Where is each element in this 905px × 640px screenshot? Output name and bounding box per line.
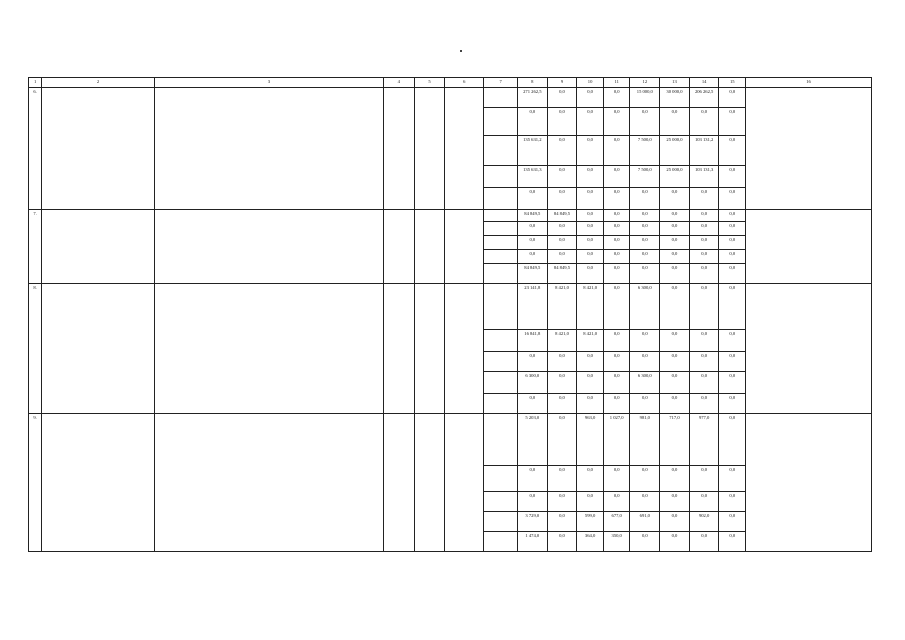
budget-value: 0,0	[630, 352, 660, 372]
budget-value: 963,0	[577, 414, 604, 466]
column-number: 9	[547, 78, 577, 88]
budget-value: 977,0	[689, 414, 719, 466]
budget-value: 23 141,8	[517, 284, 547, 330]
budget-value: 0,0	[719, 492, 746, 512]
budget-value: 0,0	[689, 352, 719, 372]
budget-value: 364,0	[577, 532, 604, 552]
column-number: 7	[484, 78, 518, 88]
co-executor	[414, 284, 445, 414]
budget-value: 0,0	[577, 352, 604, 372]
budget-value: 691,0	[630, 512, 660, 532]
budget-value: 0,0	[660, 492, 690, 512]
budget-source-label	[484, 284, 518, 330]
budget-value: 0,0	[577, 88, 604, 108]
budget-value: 0,0	[719, 466, 746, 492]
budget-value: 0,0	[603, 492, 630, 512]
budget-value: 84 849,5	[547, 264, 577, 284]
budget-value: 0,0	[577, 188, 604, 210]
budget-value: 0,0	[689, 284, 719, 330]
column-number: 14	[689, 78, 719, 88]
budget-value: 0,0	[719, 264, 746, 284]
budget-value: 0,0	[689, 188, 719, 210]
column-number: 13	[660, 78, 690, 88]
budget-value: 0,0	[547, 532, 577, 552]
budget-value: 0,0	[547, 352, 577, 372]
budget-value: 84 849,5	[517, 210, 547, 222]
budget-value: 0,0	[630, 108, 660, 136]
budget-value: 0,0	[517, 394, 547, 414]
budget-value: 8 421,0	[547, 330, 577, 352]
budget-source-label	[484, 394, 518, 414]
budget-value: 0,0	[517, 222, 547, 236]
budget-value: 0,0	[547, 136, 577, 166]
budget-value: 0,0	[630, 236, 660, 250]
activity-name	[42, 284, 155, 414]
budget-value: 0,0	[719, 352, 746, 372]
budget-value: 0,0	[719, 330, 746, 352]
budget-value: 0,0	[660, 236, 690, 250]
budget-value: 0,0	[660, 108, 690, 136]
budget-source-label	[484, 222, 518, 236]
budget-value: 15 000,0	[630, 88, 660, 108]
budget-value: 0,0	[719, 210, 746, 222]
row-number: 9.	[29, 414, 42, 552]
budget-value: 0,0	[577, 466, 604, 492]
budget-source-label	[484, 136, 518, 166]
budget-value: 25 000,0	[660, 166, 690, 188]
budget-source-label	[484, 188, 518, 210]
budget-value: 84 849,5	[517, 264, 547, 284]
budget-value: 717,0	[660, 414, 690, 466]
budget-value: 0,0	[689, 532, 719, 552]
program-row	[29, 210, 872, 222]
budget-source-label	[484, 236, 518, 250]
budget-source-label	[484, 250, 518, 264]
budget-value: 0,0	[577, 492, 604, 512]
column-number: 5	[414, 78, 445, 88]
executor	[383, 210, 414, 284]
budget-value: 0,0	[719, 512, 746, 532]
budget-value: 30 000,0	[660, 88, 690, 108]
budget-value: 0,0	[719, 88, 746, 108]
budget-value: 8 421,0	[547, 284, 577, 330]
budget-value: 0,0	[547, 414, 577, 466]
budget-value: 7 500,0	[630, 166, 660, 188]
budget-value: 0,0	[689, 330, 719, 352]
budget-value: 0,0	[630, 492, 660, 512]
budget-value: 6 300,0	[517, 372, 547, 394]
activity-goal	[154, 210, 383, 284]
budget-value: 0,0	[603, 250, 630, 264]
budget-source-label	[484, 512, 518, 532]
row-number: 8.	[29, 284, 42, 414]
table-body	[29, 78, 872, 552]
column-number-row	[29, 78, 872, 88]
budget-value: 0,0	[630, 222, 660, 236]
activity-name	[42, 414, 155, 552]
budget-value: 0,0	[547, 372, 577, 394]
budget-value: 0,0	[719, 222, 746, 236]
budget-value: 0,0	[660, 352, 690, 372]
funding-program	[445, 414, 484, 552]
budget-value: 25 000,0	[660, 136, 690, 166]
budget-value: 0,0	[719, 236, 746, 250]
budget-value: 0,0	[689, 108, 719, 136]
budget-value: 0,0	[719, 166, 746, 188]
budget-source-label	[484, 166, 518, 188]
budget-value: 0,0	[630, 210, 660, 222]
column-number: 8	[517, 78, 547, 88]
budget-value: 0,0	[577, 166, 604, 188]
column-number: 12	[630, 78, 660, 88]
executor	[383, 414, 414, 552]
budget-source-label	[484, 264, 518, 284]
budget-value: 0,0	[689, 236, 719, 250]
budget-value: 7 500,0	[630, 136, 660, 166]
budget-value: 0,0	[603, 210, 630, 222]
budget-value: 0,0	[660, 188, 690, 210]
budget-value: 0,0	[660, 284, 690, 330]
budget-source-label	[484, 532, 518, 552]
program-table	[28, 77, 872, 552]
budget-value: 0,0	[603, 394, 630, 414]
co-executor	[414, 88, 445, 210]
budget-value: 0,0	[660, 394, 690, 414]
co-executor	[414, 210, 445, 284]
column-number: 11	[603, 78, 630, 88]
budget-value: 981,0	[630, 414, 660, 466]
budget-value: 103 131,3	[689, 166, 719, 188]
budget-value: 0,0	[577, 136, 604, 166]
column-number: 6	[445, 78, 484, 88]
budget-value: 0,0	[577, 264, 604, 284]
column-number: 10	[577, 78, 604, 88]
budget-source-label	[484, 414, 518, 466]
budget-value: 0,0	[689, 466, 719, 492]
budget-value: 0,0	[719, 250, 746, 264]
budget-value: 0,0	[719, 372, 746, 394]
budget-value: 0,0	[603, 136, 630, 166]
budget-value: 0,0	[517, 250, 547, 264]
budget-value: 0,0	[660, 372, 690, 394]
budget-value: 0,0	[577, 394, 604, 414]
budget-value: 0,0	[689, 250, 719, 264]
budget-value: 0,0	[719, 532, 746, 552]
budget-value: 0,0	[660, 466, 690, 492]
budget-value: 0,0	[719, 108, 746, 136]
budget-value: 0,0	[577, 250, 604, 264]
column-number: 1	[29, 78, 42, 88]
budget-source-label	[484, 210, 518, 222]
budget-value: 0,0	[603, 188, 630, 210]
budget-value: 0,0	[517, 236, 547, 250]
budget-value: 0,0	[577, 372, 604, 394]
column-number: 15	[719, 78, 746, 88]
budget-value: 0,0	[577, 222, 604, 236]
budget-value: 0,0	[547, 108, 577, 136]
budget-value: 0,0	[689, 264, 719, 284]
budget-value: 0,0	[603, 352, 630, 372]
activity-goal	[154, 414, 383, 552]
budget-source-label	[484, 466, 518, 492]
budget-value: 0,0	[517, 466, 547, 492]
row-number: 6.	[29, 88, 42, 210]
executor	[383, 284, 414, 414]
budget-value: 0,0	[547, 222, 577, 236]
budget-value: 677,0	[603, 512, 630, 532]
budget-value: 6 300,0	[630, 284, 660, 330]
budget-value: 0,0	[517, 108, 547, 136]
budget-value: 0,0	[689, 210, 719, 222]
budget-value: 0,0	[689, 222, 719, 236]
budget-value: 0,0	[577, 210, 604, 222]
budget-value: 1 027,0	[603, 414, 630, 466]
budget-value: 0,0	[517, 188, 547, 210]
budget-value: 0,0	[719, 188, 746, 210]
budget-value: 0,0	[719, 136, 746, 166]
budget-value: 206 262,5	[689, 88, 719, 108]
budget-value: 8 421,0	[577, 330, 604, 352]
budget-source-label	[484, 352, 518, 372]
budget-value: 0,0	[630, 394, 660, 414]
column-number: 3	[154, 78, 383, 88]
budget-value: 0,0	[603, 166, 630, 188]
activity-goal	[154, 88, 383, 210]
activity-goal	[154, 284, 383, 414]
budget-value: 0,0	[547, 88, 577, 108]
budget-value: 0,0	[603, 222, 630, 236]
budget-value: 0,0	[547, 236, 577, 250]
budget-value: 0,0	[603, 284, 630, 330]
budget-value: 84 849,5	[547, 210, 577, 222]
budget-value: 0,0	[547, 512, 577, 532]
column-number: 16	[746, 78, 872, 88]
budget-value: 0,0	[660, 264, 690, 284]
co-executor	[414, 414, 445, 552]
budget-source-label	[484, 330, 518, 352]
budget-value: 271 262,5	[517, 88, 547, 108]
budget-value: 0,0	[603, 466, 630, 492]
budget-value: 0,0	[630, 466, 660, 492]
budget-value: 0,0	[719, 284, 746, 330]
program-row	[29, 414, 872, 466]
funding-program	[445, 210, 484, 284]
budget-value: 0,0	[603, 88, 630, 108]
budget-value: 0,0	[689, 372, 719, 394]
budget-source-label	[484, 108, 518, 136]
expected-result	[746, 414, 872, 552]
program-row	[29, 88, 872, 108]
budget-value: 0,0	[689, 492, 719, 512]
budget-value: 5 203,0	[517, 414, 547, 466]
budget-value: 0,0	[689, 394, 719, 414]
budget-value: 0,0	[547, 466, 577, 492]
budget-value: 0,0	[547, 492, 577, 512]
column-number: 2	[42, 78, 155, 88]
column-number: 4	[383, 78, 414, 88]
budget-value: 0,0	[630, 532, 660, 552]
budget-value: 0,0	[603, 264, 630, 284]
budget-value: 0,0	[719, 414, 746, 466]
budget-value: 0,0	[577, 236, 604, 250]
budget-value: 0,0	[630, 330, 660, 352]
budget-value: 0,0	[630, 188, 660, 210]
budget-value: 0,0	[603, 372, 630, 394]
budget-value: 135 631,3	[517, 166, 547, 188]
budget-value: 0,0	[603, 330, 630, 352]
budget-value: 6 300,0	[630, 372, 660, 394]
budget-value: 599,0	[577, 512, 604, 532]
budget-value: 0,0	[630, 250, 660, 264]
budget-value: 0,0	[517, 492, 547, 512]
budget-value: 0,0	[577, 108, 604, 136]
budget-value: 0,0	[660, 512, 690, 532]
budget-source-label	[484, 88, 518, 108]
budget-value: 0,0	[547, 394, 577, 414]
funding-program	[445, 88, 484, 210]
program-row	[29, 284, 872, 330]
budget-value: 135 631,2	[517, 136, 547, 166]
budget-value: 103 131,2	[689, 136, 719, 166]
budget-value: 350,0	[603, 532, 630, 552]
budget-value: 3 729,0	[517, 512, 547, 532]
budget-value: 0,0	[547, 166, 577, 188]
budget-value: 0,0	[660, 210, 690, 222]
budget-value: 0,0	[660, 532, 690, 552]
budget-value: 1 474,0	[517, 532, 547, 552]
executor	[383, 88, 414, 210]
budget-value: 8 421,0	[577, 284, 604, 330]
budget-value: 0,0	[603, 236, 630, 250]
activity-name	[42, 210, 155, 284]
activity-name	[42, 88, 155, 210]
page-mark	[460, 50, 462, 52]
budget-source-label	[484, 492, 518, 512]
row-number: 7.	[29, 210, 42, 284]
budget-value: 0,0	[660, 250, 690, 264]
budget-value: 0,0	[660, 222, 690, 236]
budget-value: 0,0	[547, 250, 577, 264]
budget-value: 0,0	[603, 108, 630, 136]
expected-result	[746, 88, 872, 210]
budget-source-label	[484, 372, 518, 394]
budget-value: 902,0	[689, 512, 719, 532]
budget-value: 16 841,8	[517, 330, 547, 352]
budget-value: 0,0	[660, 330, 690, 352]
budget-value: 0,0	[547, 188, 577, 210]
budget-value: 0,0	[719, 394, 746, 414]
expected-result	[746, 284, 872, 414]
funding-program	[445, 284, 484, 414]
budget-value: 0,0	[630, 264, 660, 284]
expected-result	[746, 210, 872, 284]
budget-value: 0,0	[517, 352, 547, 372]
